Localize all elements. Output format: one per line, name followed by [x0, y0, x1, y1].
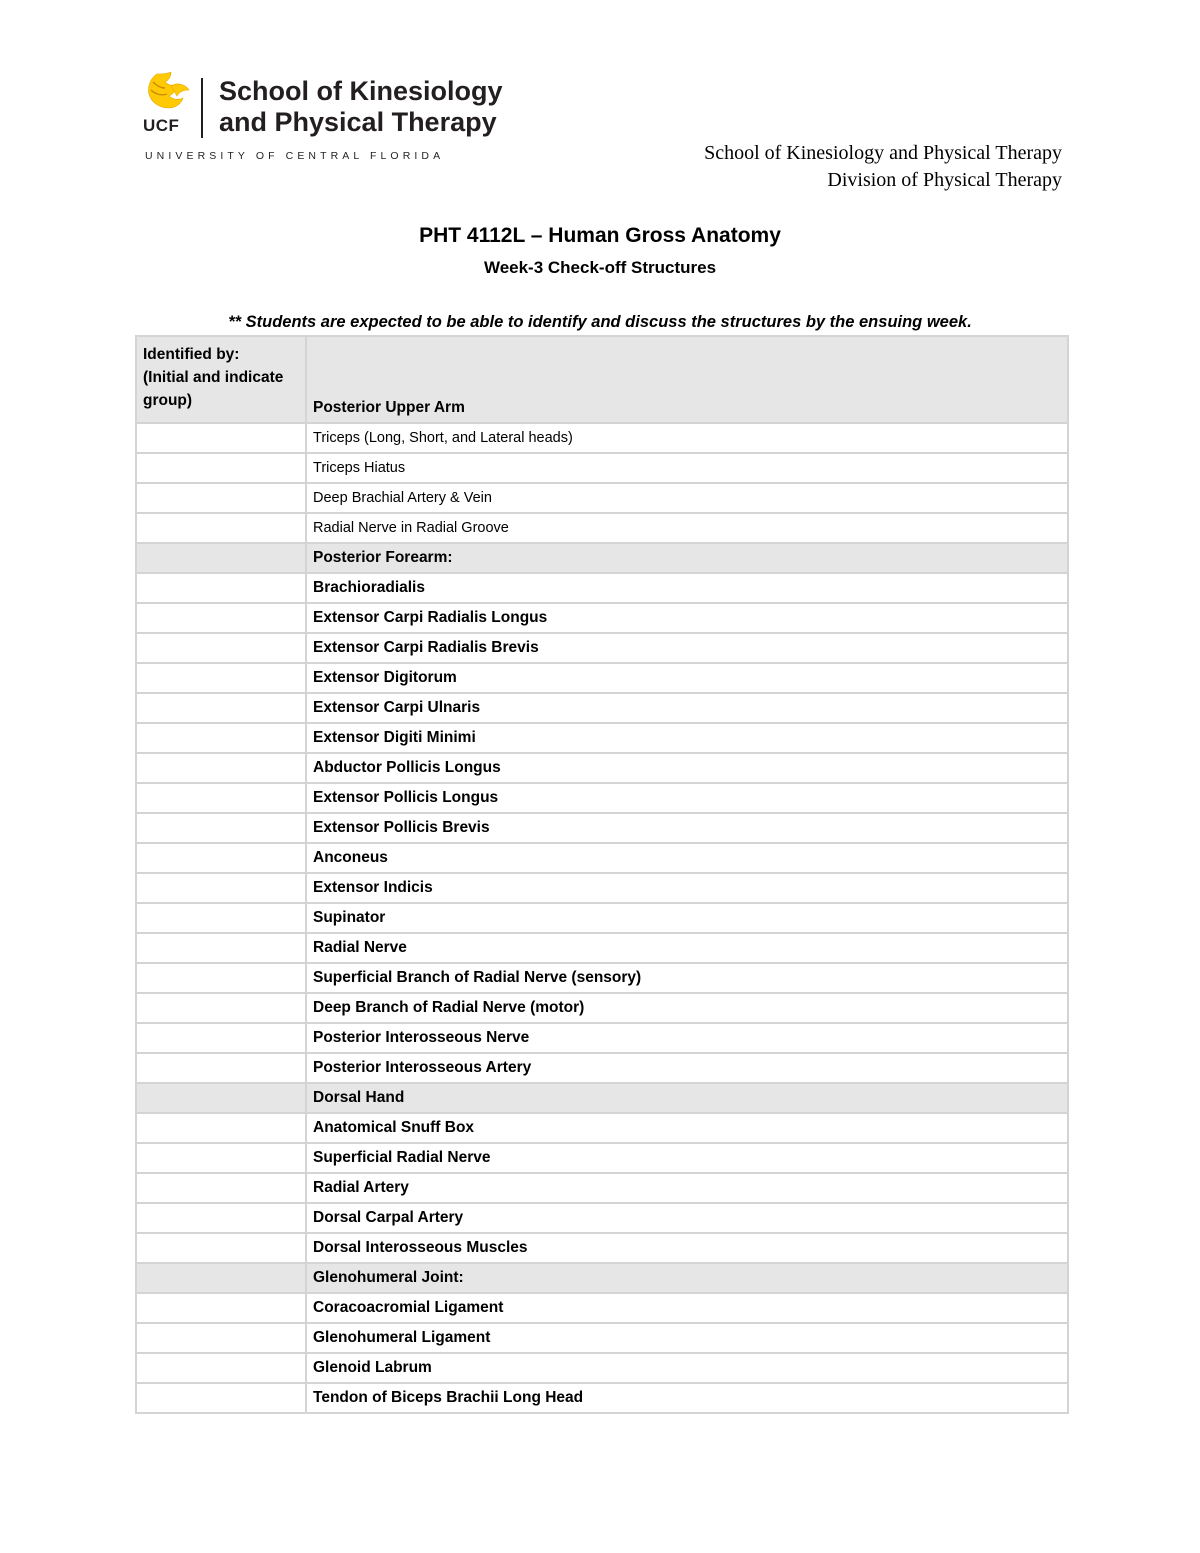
- section-header-posterior-upper-arm: Posterior Upper Arm: [306, 336, 1068, 423]
- section-label: Posterior Forearm:: [306, 543, 1068, 573]
- structure-label: Coracoacromial Ligament: [306, 1293, 1068, 1323]
- table-row: [136, 513, 1068, 543]
- initials-cell[interactable]: [136, 693, 306, 723]
- structure-label: Posterior Interosseous Artery: [306, 1053, 1068, 1083]
- logo-university: UNIVERSITY OF CENTRAL FLORIDA: [145, 150, 445, 162]
- structure-label: Abductor Pollicis Longus: [306, 753, 1068, 783]
- initials-cell[interactable]: [136, 603, 306, 633]
- ucf-logo: [143, 72, 563, 167]
- structure-label: Radial Nerve: [306, 933, 1068, 963]
- header-division: Division of Physical Therapy: [827, 169, 1062, 191]
- table-row: [136, 663, 1068, 693]
- week-subtitle: Week-3 Check-off Structures: [483, 258, 717, 277]
- table-row: [136, 633, 1068, 663]
- table-row: [136, 993, 1068, 1023]
- structure-label: Supinator: [306, 903, 1068, 933]
- initials-cell[interactable]: [136, 1023, 306, 1053]
- logo-school-line2: and Physical Therapy: [219, 107, 497, 137]
- identified-by-header: Identified by: (Initial and indicate group): [136, 336, 306, 423]
- table-row: [136, 843, 1068, 873]
- structure-label: Radial Artery: [306, 1173, 1068, 1203]
- logo-school-line1: School of Kinesiology: [219, 76, 503, 106]
- section-row: [136, 543, 1068, 573]
- initials-cell[interactable]: [136, 1353, 306, 1383]
- structure-label: Deep Brachial Artery & Vein: [306, 483, 1068, 513]
- structure-label: Tendon of Biceps Brachii Long Head: [306, 1383, 1068, 1413]
- initials-cell[interactable]: [136, 843, 306, 873]
- section-row: [136, 1083, 1068, 1113]
- structure-label: Extensor Digiti Minimi: [306, 723, 1068, 753]
- initials-cell[interactable]: [136, 723, 306, 753]
- initials-cell[interactable]: [136, 423, 306, 453]
- initials-cell[interactable]: [136, 783, 306, 813]
- initials-cell[interactable]: [136, 903, 306, 933]
- structure-label: Extensor Carpi Radialis Longus: [306, 603, 1068, 633]
- table-row: [136, 1233, 1068, 1263]
- initials-cell[interactable]: [136, 1293, 306, 1323]
- structure-label: Extensor Carpi Radialis Brevis: [306, 633, 1068, 663]
- table-header-row: [136, 336, 1068, 423]
- initials-cell[interactable]: [136, 453, 306, 483]
- table-row: [136, 1383, 1068, 1413]
- initials-cell[interactable]: [136, 1383, 306, 1413]
- initials-cell[interactable]: [136, 963, 306, 993]
- initials-cell[interactable]: [136, 993, 306, 1023]
- checkoff-table: [135, 335, 1069, 1414]
- structure-label: Superficial Branch of Radial Nerve (sensory): [306, 963, 1068, 993]
- table-row: [136, 483, 1068, 513]
- logo-abbr: UCF: [143, 116, 180, 135]
- structure-label: Extensor Carpi Ulnaris: [306, 693, 1068, 723]
- structure-label: Triceps (Long, Short, and Lateral heads): [306, 423, 1068, 453]
- initials-cell[interactable]: [136, 933, 306, 963]
- initials-cell: [136, 1083, 306, 1113]
- initials-cell[interactable]: [136, 1113, 306, 1143]
- table-row: [136, 1143, 1068, 1173]
- initials-cell[interactable]: [136, 1053, 306, 1083]
- section-row: [136, 1263, 1068, 1293]
- table-row: [136, 813, 1068, 843]
- initials-cell[interactable]: [136, 1143, 306, 1173]
- header-institution: [704, 140, 1062, 194]
- structure-label: Glenohumeral Ligament: [306, 1323, 1068, 1353]
- initials-cell[interactable]: [136, 573, 306, 603]
- table-row: [136, 693, 1068, 723]
- table-row: [136, 963, 1068, 993]
- initials-cell[interactable]: [136, 873, 306, 903]
- initials-cell[interactable]: [136, 483, 306, 513]
- initials-cell[interactable]: [136, 633, 306, 663]
- structure-label: Brachioradialis: [306, 573, 1068, 603]
- logo-divider: [201, 78, 203, 138]
- structure-label: Posterior Interosseous Nerve: [306, 1023, 1068, 1053]
- table-row: [136, 783, 1068, 813]
- initials-cell[interactable]: [136, 513, 306, 543]
- structure-label: Deep Branch of Radial Nerve (motor): [306, 993, 1068, 1023]
- structure-label: Anatomical Snuff Box: [306, 1113, 1068, 1143]
- initials-cell[interactable]: [136, 813, 306, 843]
- table-row: [136, 933, 1068, 963]
- table-row: [136, 1323, 1068, 1353]
- section-label: Glenohumeral Joint:: [306, 1263, 1068, 1293]
- table-row: [136, 453, 1068, 483]
- table-row: [136, 753, 1068, 783]
- table-row: [136, 1203, 1068, 1233]
- structure-label: Superficial Radial Nerve: [306, 1143, 1068, 1173]
- initials-cell[interactable]: [136, 663, 306, 693]
- structure-label: Dorsal Carpal Artery: [306, 1203, 1068, 1233]
- course-title: PHT 4112L – Human Gross Anatomy: [419, 224, 781, 247]
- table-row: [136, 1023, 1068, 1053]
- structure-label: Extensor Pollicis Longus: [306, 783, 1068, 813]
- structure-label: Extensor Indicis: [306, 873, 1068, 903]
- table-row: [136, 1353, 1068, 1383]
- initials-cell[interactable]: [136, 1233, 306, 1263]
- initials-cell: [136, 1263, 306, 1293]
- initials-cell[interactable]: [136, 1203, 306, 1233]
- table-row: [136, 1053, 1068, 1083]
- structure-label: Extensor Digitorum: [306, 663, 1068, 693]
- table-row: [136, 423, 1068, 453]
- structure-label: Glenoid Labrum: [306, 1353, 1068, 1383]
- table-row: [136, 1293, 1068, 1323]
- table-row: [136, 573, 1068, 603]
- initials-cell[interactable]: [136, 1323, 306, 1353]
- header-school: School of Kinesiology and Physical Therapy: [704, 142, 1062, 164]
- table-row: [136, 873, 1068, 903]
- structure-label: Dorsal Interosseous Muscles: [306, 1233, 1068, 1263]
- initials-cell[interactable]: [136, 753, 306, 783]
- structure-label: Anconeus: [306, 843, 1068, 873]
- initials-cell[interactable]: [136, 1173, 306, 1203]
- instruction-note: ** Students are expected to be able to identify and discuss the structures by the ensuing week.: [228, 313, 972, 331]
- initials-cell: [136, 543, 306, 573]
- structure-label: Radial Nerve in Radial Groove: [306, 513, 1068, 543]
- structure-label: Triceps Hiatus: [306, 453, 1068, 483]
- table-row: [136, 1113, 1068, 1143]
- table-row: [136, 603, 1068, 633]
- table-row: [136, 1173, 1068, 1203]
- section-label: Dorsal Hand: [306, 1083, 1068, 1113]
- table-row: [136, 903, 1068, 933]
- structure-label: Extensor Pollicis Brevis: [306, 813, 1068, 843]
- table-row: [136, 723, 1068, 753]
